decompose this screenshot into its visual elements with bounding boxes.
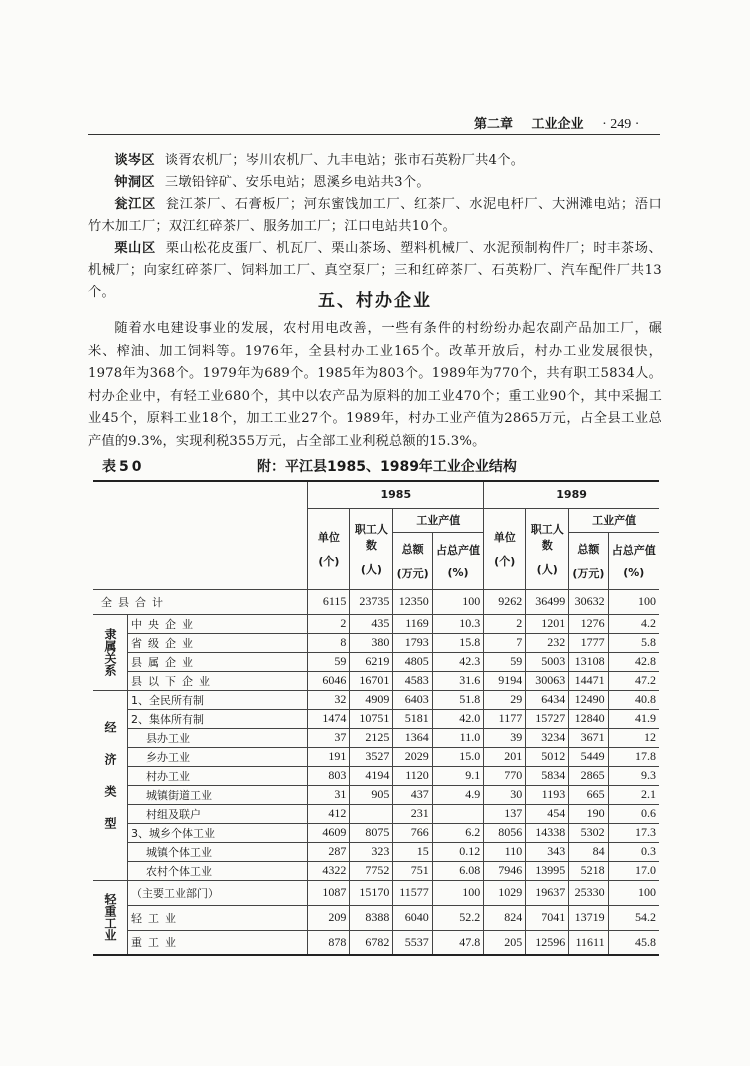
total-unit: (万元) bbox=[572, 566, 605, 580]
cell-value: 231 bbox=[393, 804, 432, 823]
group-label: 轻重工业 bbox=[93, 880, 128, 955]
share-header bbox=[432, 532, 483, 589]
cell-value: 23735 bbox=[350, 589, 393, 614]
cell-value: 12350 bbox=[393, 589, 432, 614]
cell-value: 15170 bbox=[350, 880, 393, 905]
cell-value: 803 bbox=[308, 766, 350, 785]
row-label: 村组及联户 bbox=[128, 804, 308, 823]
cell-value: 5181 bbox=[393, 709, 432, 728]
share-unit: (%) bbox=[447, 566, 469, 579]
cell-value bbox=[350, 804, 393, 823]
table-row bbox=[93, 690, 659, 709]
cell-value: 42.0 bbox=[432, 709, 483, 728]
chapter-label: 第二章 bbox=[474, 117, 514, 132]
header-rule bbox=[88, 134, 660, 135]
district-text: 栗山松花皮蛋厂、机瓦厂、栗山茶场、塑料机械厂、水泥预制构件厂；时丰茶场、机械厂；向家红碎茶厂、饲料加工厂、真空泵厂；三和红碎茶厂、石英粉厂、汽车配件厂共13个。 bbox=[88, 241, 663, 300]
row-label: 中央企业 bbox=[128, 614, 308, 633]
cell-value: 323 bbox=[350, 842, 393, 861]
cell-value: 12840 bbox=[569, 709, 608, 728]
cell-value: 1777 bbox=[569, 633, 608, 652]
staff-label: 职工人数 bbox=[354, 522, 388, 552]
cell-value: 37 bbox=[308, 728, 350, 747]
cell-value: 2 bbox=[308, 614, 350, 633]
cell-value: 1193 bbox=[526, 785, 569, 804]
cell-value: 4909 bbox=[350, 690, 393, 709]
cell-value: 9.3 bbox=[608, 766, 659, 785]
share-label: 占总产值 bbox=[611, 544, 656, 557]
cell-value: 12 bbox=[608, 728, 659, 747]
table-row-total bbox=[93, 589, 659, 614]
cell-value: 1169 bbox=[393, 614, 432, 633]
cell-value: 19637 bbox=[526, 880, 569, 905]
cell-value: 41.9 bbox=[608, 709, 659, 728]
cell-value: 435 bbox=[350, 614, 393, 633]
units-unit: (个) bbox=[318, 554, 340, 568]
share-header bbox=[608, 532, 659, 589]
cell-value: 15727 bbox=[526, 709, 569, 728]
district-name: 谈岑区 bbox=[114, 153, 155, 168]
body-paragraph: 随着水电建设事业的发展，农村用电改善，一些有条件的村纷纷办起农副产品加工厂，碾米、榨油、加工饲料等。1976年，全县村办工业165个。改革开放后，村办工业发展很快，1978年为368个。1979年为689个。1985年为803个。1989年为770个，共有职工5834人。村办企业中，有轻工业680个，其中以农产品为原料的加工业470个；重工业90个，其中采掘工业45个，原料工业18个，加工工业27个。1989年，村办工业产值为2865万元，占全县工业总产值的9.3%，实现利税355万元，占全部工业利税总额的15.3%。 bbox=[88, 321, 662, 449]
district-item bbox=[88, 194, 662, 238]
cell-value: 100 bbox=[608, 880, 659, 905]
staff-unit: (人) bbox=[360, 562, 382, 576]
cell-value: 42.3 bbox=[432, 652, 483, 671]
cell-value: 5449 bbox=[569, 747, 608, 766]
row-label: 县属企业 bbox=[128, 652, 308, 671]
cell-value: 11.0 bbox=[432, 728, 483, 747]
district-name: 栗山区 bbox=[114, 241, 156, 256]
cell-value: 6403 bbox=[393, 690, 432, 709]
cell-value: 39 bbox=[484, 728, 526, 747]
table-row bbox=[93, 880, 659, 905]
units-unit: (个) bbox=[494, 554, 516, 568]
table-title: 附：平江县1985、1989年工业企业结构 bbox=[257, 459, 517, 475]
cell-value: 59 bbox=[484, 652, 526, 671]
cell-value: 13108 bbox=[569, 652, 608, 671]
share-label: 占总产值 bbox=[436, 544, 480, 557]
cell-value: 47.2 bbox=[608, 671, 659, 690]
cell-value: 343 bbox=[526, 842, 569, 861]
cell-value: 2 bbox=[484, 614, 526, 633]
cell-value: 54.2 bbox=[608, 905, 659, 930]
cell-value: 1201 bbox=[526, 614, 569, 633]
cell-value: 47.8 bbox=[432, 930, 483, 955]
cell-value: 1793 bbox=[393, 633, 432, 652]
table-row bbox=[93, 766, 659, 785]
cell-value bbox=[432, 804, 483, 823]
cell-value: 454 bbox=[526, 804, 569, 823]
table-row bbox=[93, 747, 659, 766]
staff-unit: (人) bbox=[536, 562, 558, 576]
cell-value: 5218 bbox=[569, 861, 608, 880]
cell-value: 5302 bbox=[569, 823, 608, 842]
district-name: 钟洞区 bbox=[114, 175, 155, 190]
cell-value: 36499 bbox=[526, 589, 569, 614]
cell-value: 287 bbox=[308, 842, 350, 861]
table-row bbox=[93, 861, 659, 880]
cell-value: 10.3 bbox=[432, 614, 483, 633]
cell-value: 17.8 bbox=[608, 747, 659, 766]
table-row bbox=[93, 671, 659, 690]
cell-value: 52.2 bbox=[432, 905, 483, 930]
cell-value: 14338 bbox=[526, 823, 569, 842]
staff-label: 职工人数 bbox=[530, 522, 564, 552]
cell-value: 191 bbox=[308, 747, 350, 766]
cell-value: 6115 bbox=[308, 589, 350, 614]
staff-header bbox=[526, 508, 569, 589]
cell-value: 1029 bbox=[484, 880, 526, 905]
cell-value: 6219 bbox=[350, 652, 393, 671]
cell-value: 905 bbox=[350, 785, 393, 804]
share-unit: (%) bbox=[623, 566, 645, 579]
cell-value: 9194 bbox=[484, 671, 526, 690]
cell-value: 15.0 bbox=[432, 747, 483, 766]
cell-value: 100 bbox=[608, 589, 659, 614]
cell-value: 17.0 bbox=[608, 861, 659, 880]
year-header: 1989 bbox=[484, 481, 659, 508]
cell-value: 437 bbox=[393, 785, 432, 804]
cell-value: 3234 bbox=[526, 728, 569, 747]
cell-value: 6434 bbox=[526, 690, 569, 709]
cell-value: 380 bbox=[350, 633, 393, 652]
group-label: 经济类型 bbox=[93, 690, 128, 880]
cell-value: 9262 bbox=[484, 589, 526, 614]
table-row bbox=[93, 804, 659, 823]
table-row bbox=[93, 785, 659, 804]
total-header bbox=[393, 532, 432, 589]
cell-value: 12596 bbox=[526, 930, 569, 955]
cell-value: 5537 bbox=[393, 930, 432, 955]
cell-value: 25330 bbox=[569, 880, 608, 905]
cell-value: 205 bbox=[484, 930, 526, 955]
cell-value: 4194 bbox=[350, 766, 393, 785]
cell-value: 5012 bbox=[526, 747, 569, 766]
staff-header bbox=[350, 508, 393, 589]
table-number: 表50 bbox=[102, 459, 145, 475]
cell-value: 1120 bbox=[393, 766, 432, 785]
cell-value: 6046 bbox=[308, 671, 350, 690]
total-label: 总额 bbox=[577, 542, 600, 556]
district-name: 瓮江区 bbox=[114, 197, 156, 212]
cell-value: 824 bbox=[484, 905, 526, 930]
cell-value: 30 bbox=[484, 785, 526, 804]
cell-value: 2865 bbox=[569, 766, 608, 785]
cell-value: 5.8 bbox=[608, 633, 659, 652]
row-label: 省级企业 bbox=[128, 633, 308, 652]
district-text: 瓮江茶厂、石膏板厂；河东蜜饯加工厂、红茶厂、水泥电杆厂、大洲滩电站；浯口竹木加工厂；双江红碎茶厂、服务加工厂；江口电站共10个。 bbox=[88, 197, 663, 234]
cell-value: 1474 bbox=[308, 709, 350, 728]
cell-value: 51.8 bbox=[432, 690, 483, 709]
cell-value: 412 bbox=[308, 804, 350, 823]
cell-value: 84 bbox=[569, 842, 608, 861]
cell-value: 100 bbox=[432, 880, 483, 905]
cell-value: 0.3 bbox=[608, 842, 659, 861]
units-header bbox=[484, 508, 526, 589]
output-header: 工业产值 bbox=[393, 508, 484, 532]
cell-value: 110 bbox=[484, 842, 526, 861]
cell-value: 1276 bbox=[569, 614, 608, 633]
cell-value: 770 bbox=[484, 766, 526, 785]
table-row bbox=[93, 823, 659, 842]
cell-value: 40.8 bbox=[608, 690, 659, 709]
cell-value: 59 bbox=[308, 652, 350, 671]
row-label: 3、城乡个体工业 bbox=[128, 823, 308, 842]
cell-value: 7752 bbox=[350, 861, 393, 880]
cell-value: 5834 bbox=[526, 766, 569, 785]
row-label: 城镇个体工业 bbox=[128, 842, 308, 861]
running-header bbox=[474, 113, 653, 133]
district-item bbox=[88, 172, 662, 194]
cell-value: 13719 bbox=[569, 905, 608, 930]
table-row bbox=[93, 842, 659, 861]
row-label: 城镇街道工业 bbox=[128, 785, 308, 804]
cell-value: 751 bbox=[393, 861, 432, 880]
row-label: 1、全民所有制 bbox=[128, 690, 308, 709]
cell-value: 878 bbox=[308, 930, 350, 955]
cell-value: 0.6 bbox=[608, 804, 659, 823]
total-label: 总额 bbox=[401, 542, 424, 556]
cell-value: 7 bbox=[484, 633, 526, 652]
cell-value: 11611 bbox=[569, 930, 608, 955]
cell-value: 0.12 bbox=[432, 842, 483, 861]
cell-value: 3671 bbox=[569, 728, 608, 747]
cell-value: 4583 bbox=[393, 671, 432, 690]
table-row bbox=[93, 652, 659, 671]
cell-value: 7041 bbox=[526, 905, 569, 930]
cell-value: 1364 bbox=[393, 728, 432, 747]
row-label: 县办工业 bbox=[128, 728, 308, 747]
district-text: 三墩铅锌矿、安乐电站；恩溪乡电站共3个。 bbox=[164, 175, 430, 190]
cell-value: 30063 bbox=[526, 671, 569, 690]
row-label: 农村个体工业 bbox=[128, 861, 308, 880]
cell-value: 3527 bbox=[350, 747, 393, 766]
cell-value: 1177 bbox=[484, 709, 526, 728]
cell-value: 6.08 bbox=[432, 861, 483, 880]
district-text: 谈胥农机厂；岑川农机厂、九丰电站；张市石英粉厂共4个。 bbox=[164, 153, 525, 168]
cell-value: 6.2 bbox=[432, 823, 483, 842]
units-header bbox=[308, 508, 350, 589]
cell-value: 14471 bbox=[569, 671, 608, 690]
row-label: 乡办工业 bbox=[128, 747, 308, 766]
cell-value: 2029 bbox=[393, 747, 432, 766]
row-label: 全县合计 bbox=[93, 589, 308, 614]
cell-value: 209 bbox=[308, 905, 350, 930]
cell-value: 31.6 bbox=[432, 671, 483, 690]
industry-structure-table bbox=[93, 480, 659, 956]
cell-value: 7946 bbox=[484, 861, 526, 880]
cell-value: 4609 bbox=[308, 823, 350, 842]
table-row bbox=[93, 709, 659, 728]
table-row bbox=[93, 930, 659, 955]
cell-value: 137 bbox=[484, 804, 526, 823]
table-row bbox=[93, 728, 659, 747]
cell-value: 5003 bbox=[526, 652, 569, 671]
year-header: 1985 bbox=[308, 481, 484, 508]
cell-value: 2125 bbox=[350, 728, 393, 747]
cell-value: 8056 bbox=[484, 823, 526, 842]
units-label: 单位 bbox=[317, 530, 340, 544]
row-label: （主要工业部门） bbox=[128, 880, 308, 905]
cell-value: 8388 bbox=[350, 905, 393, 930]
table-row bbox=[93, 633, 659, 652]
section-label: 工业企业 bbox=[531, 117, 584, 132]
table-row bbox=[93, 905, 659, 930]
row-label: 重工业 bbox=[128, 930, 308, 955]
row-label: 2、集体所有制 bbox=[128, 709, 308, 728]
cell-value: 766 bbox=[393, 823, 432, 842]
cell-value: 10751 bbox=[350, 709, 393, 728]
cell-value: 8075 bbox=[350, 823, 393, 842]
row-label: 村办工业 bbox=[128, 766, 308, 785]
corner-cell bbox=[93, 481, 308, 589]
cell-value: 4.9 bbox=[432, 785, 483, 804]
cell-value: 1087 bbox=[308, 880, 350, 905]
row-label: 县以下企业 bbox=[128, 671, 308, 690]
cell-value: 190 bbox=[569, 804, 608, 823]
cell-value: 6040 bbox=[393, 905, 432, 930]
cell-value: 4.2 bbox=[608, 614, 659, 633]
cell-value: 201 bbox=[484, 747, 526, 766]
cell-value: 31 bbox=[308, 785, 350, 804]
units-label: 单位 bbox=[493, 530, 516, 544]
cell-value: 42.8 bbox=[608, 652, 659, 671]
cell-value: 232 bbox=[526, 633, 569, 652]
total-header bbox=[569, 532, 608, 589]
row-label: 轻工业 bbox=[128, 905, 308, 930]
group-label: 隶属关系 bbox=[93, 614, 128, 690]
district-list bbox=[88, 150, 662, 304]
cell-value: 29 bbox=[484, 690, 526, 709]
cell-value: 4805 bbox=[393, 652, 432, 671]
cell-value: 665 bbox=[569, 785, 608, 804]
cell-value: 4322 bbox=[308, 861, 350, 880]
cell-value: 32 bbox=[308, 690, 350, 709]
cell-value: 45.8 bbox=[608, 930, 659, 955]
cell-value: 9.1 bbox=[432, 766, 483, 785]
district-item bbox=[88, 150, 662, 172]
total-unit: (万元) bbox=[396, 566, 429, 580]
cell-value: 100 bbox=[432, 589, 483, 614]
section-heading: 五、村办企业 bbox=[318, 291, 432, 311]
cell-value: 6782 bbox=[350, 930, 393, 955]
page-number: · 249 · bbox=[602, 117, 640, 132]
output-header: 工业产值 bbox=[569, 508, 659, 532]
cell-value: 15 bbox=[393, 842, 432, 861]
cell-value: 30632 bbox=[569, 589, 608, 614]
cell-value: 16701 bbox=[350, 671, 393, 690]
cell-value: 15.8 bbox=[432, 633, 483, 652]
cell-value: 13995 bbox=[526, 861, 569, 880]
cell-value: 2.1 bbox=[608, 785, 659, 804]
table-row bbox=[93, 614, 659, 633]
cell-value: 8 bbox=[308, 633, 350, 652]
cell-value: 12490 bbox=[569, 690, 608, 709]
cell-value: 11577 bbox=[393, 880, 432, 905]
cell-value: 17.3 bbox=[608, 823, 659, 842]
